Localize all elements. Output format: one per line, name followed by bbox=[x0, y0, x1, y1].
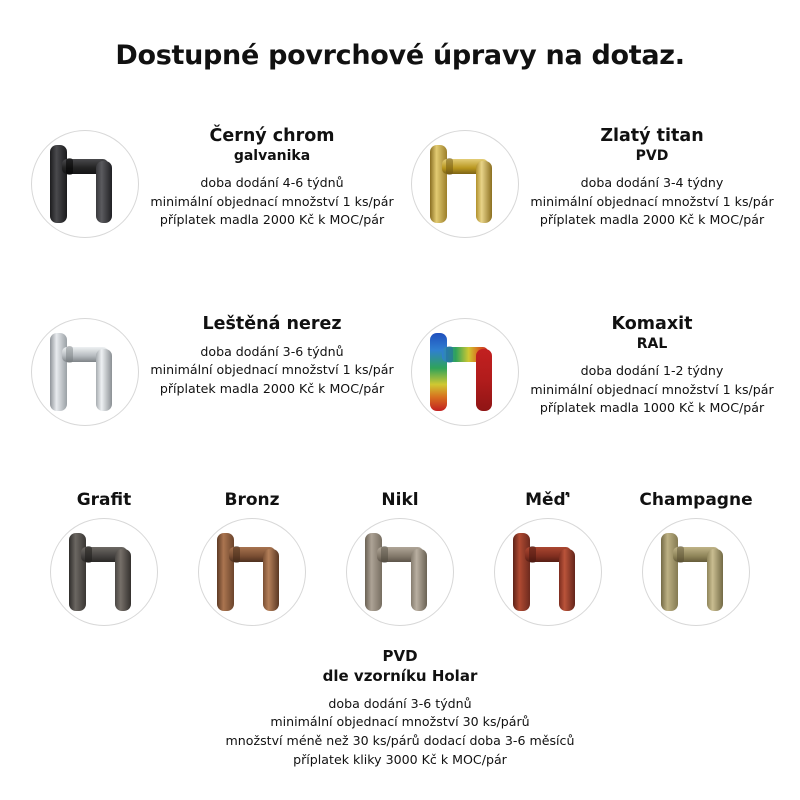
finish-line-2: minimální objednací množství 1 ks/pár bbox=[150, 193, 394, 209]
finish-text bbox=[530, 126, 780, 229]
finish-sub: galvanika bbox=[233, 148, 311, 165]
finish-line-3: příplatek madla 2000 Kč k MOC/pár bbox=[159, 211, 385, 227]
bottom-line-2: minimální objednací množství 30 ks/párů bbox=[270, 714, 530, 730]
finish-line-2: minimální objednací množství 1 ks/pár bbox=[530, 193, 774, 209]
finish-details bbox=[530, 362, 774, 417]
finish-text bbox=[150, 126, 400, 229]
bottom-details bbox=[0, 695, 800, 771]
bottom-footer bbox=[0, 646, 800, 770]
finish-text bbox=[150, 314, 400, 398]
swatch-wrapper bbox=[20, 314, 150, 426]
bottom-finish-section bbox=[0, 490, 800, 770]
finish-text bbox=[530, 314, 780, 417]
finish-name: Černý chrom bbox=[209, 126, 335, 146]
top-finish-grid bbox=[20, 112, 780, 460]
swatch-wrapper bbox=[400, 314, 530, 426]
finish-details bbox=[150, 174, 394, 229]
finish-line-1: doba dodání 3-6 týdnů bbox=[200, 344, 344, 360]
finish-line-1: doba dodání 3-4 týdny bbox=[580, 175, 724, 191]
bottom-line-1: doba dodání 3-6 týdnů bbox=[328, 695, 472, 711]
bottom-line-3: množství méně než 30 ks/párů dodací doba 3-6 měsíců bbox=[225, 733, 575, 749]
finish-line-3: příplatek madla 2000 Kč k MOC/pár bbox=[539, 211, 765, 227]
copper-handle-icon[interactable] bbox=[494, 518, 602, 626]
finish-sub: RAL bbox=[636, 336, 668, 353]
gold-titanium-handle-icon bbox=[411, 130, 519, 238]
bottom-finish-name-champagne: Champagne bbox=[639, 490, 753, 510]
finish-name: Zlatý titan bbox=[600, 126, 704, 146]
finish-line-2: minimální objednací množství 1 ks/pár bbox=[150, 362, 394, 378]
pvd-label-line-1: PVD bbox=[382, 647, 418, 665]
bronze-handle-icon[interactable] bbox=[198, 518, 306, 626]
polished-stainless-handle-icon bbox=[31, 318, 139, 426]
bottom-finish-name-med: Měď' bbox=[525, 490, 571, 510]
champagne-handle-icon[interactable] bbox=[642, 518, 750, 626]
finish-line-1: doba dodání 1-2 týdny bbox=[580, 363, 724, 379]
swatch-wrapper bbox=[20, 126, 150, 238]
finish-name: Leštěná nerez bbox=[202, 314, 342, 334]
finish-line-2: minimální objednací množství 1 ks/pár bbox=[530, 381, 774, 397]
finish-sub: PVD bbox=[635, 148, 669, 165]
bottom-line-4: příplatek kliky 3000 Kč k MOC/pár bbox=[293, 752, 507, 768]
bottom-finish-swatches bbox=[30, 518, 770, 626]
ral-rainbow-handle-icon bbox=[411, 318, 519, 426]
bottom-finish-name-nikl: Nikl bbox=[381, 490, 419, 510]
finish-line-3: příplatek madla 1000 Kč k MOC/pár bbox=[539, 399, 765, 415]
bottom-finish-name-bronz: Bronz bbox=[224, 490, 280, 510]
black-chrome-handle-icon bbox=[31, 130, 139, 238]
finish-card-komaxit[interactable] bbox=[400, 300, 780, 460]
bottom-finish-names bbox=[30, 490, 770, 510]
bottom-finish-name-grafit: Grafit bbox=[76, 490, 132, 510]
finish-line-3: příplatek madla 2000 Kč k MOC/pár bbox=[159, 380, 385, 396]
finish-details bbox=[530, 174, 774, 229]
graphite-handle-icon[interactable] bbox=[50, 518, 158, 626]
pvd-label-line-2: dle vzorníku Holar bbox=[322, 667, 478, 686]
finish-card-polished-stainless[interactable] bbox=[20, 300, 400, 460]
swatch-wrapper bbox=[400, 126, 530, 238]
finish-line-1: doba dodání 4-6 týdnů bbox=[200, 175, 344, 191]
finish-details bbox=[150, 343, 394, 398]
page-title: Dostupné povrchové úpravy na dotaz. bbox=[115, 40, 685, 71]
nickel-handle-icon[interactable] bbox=[346, 518, 454, 626]
finish-name: Komaxit bbox=[611, 314, 693, 334]
finish-card-gold-titanium[interactable] bbox=[400, 112, 780, 272]
finish-card-black-chrome[interactable] bbox=[20, 112, 400, 272]
